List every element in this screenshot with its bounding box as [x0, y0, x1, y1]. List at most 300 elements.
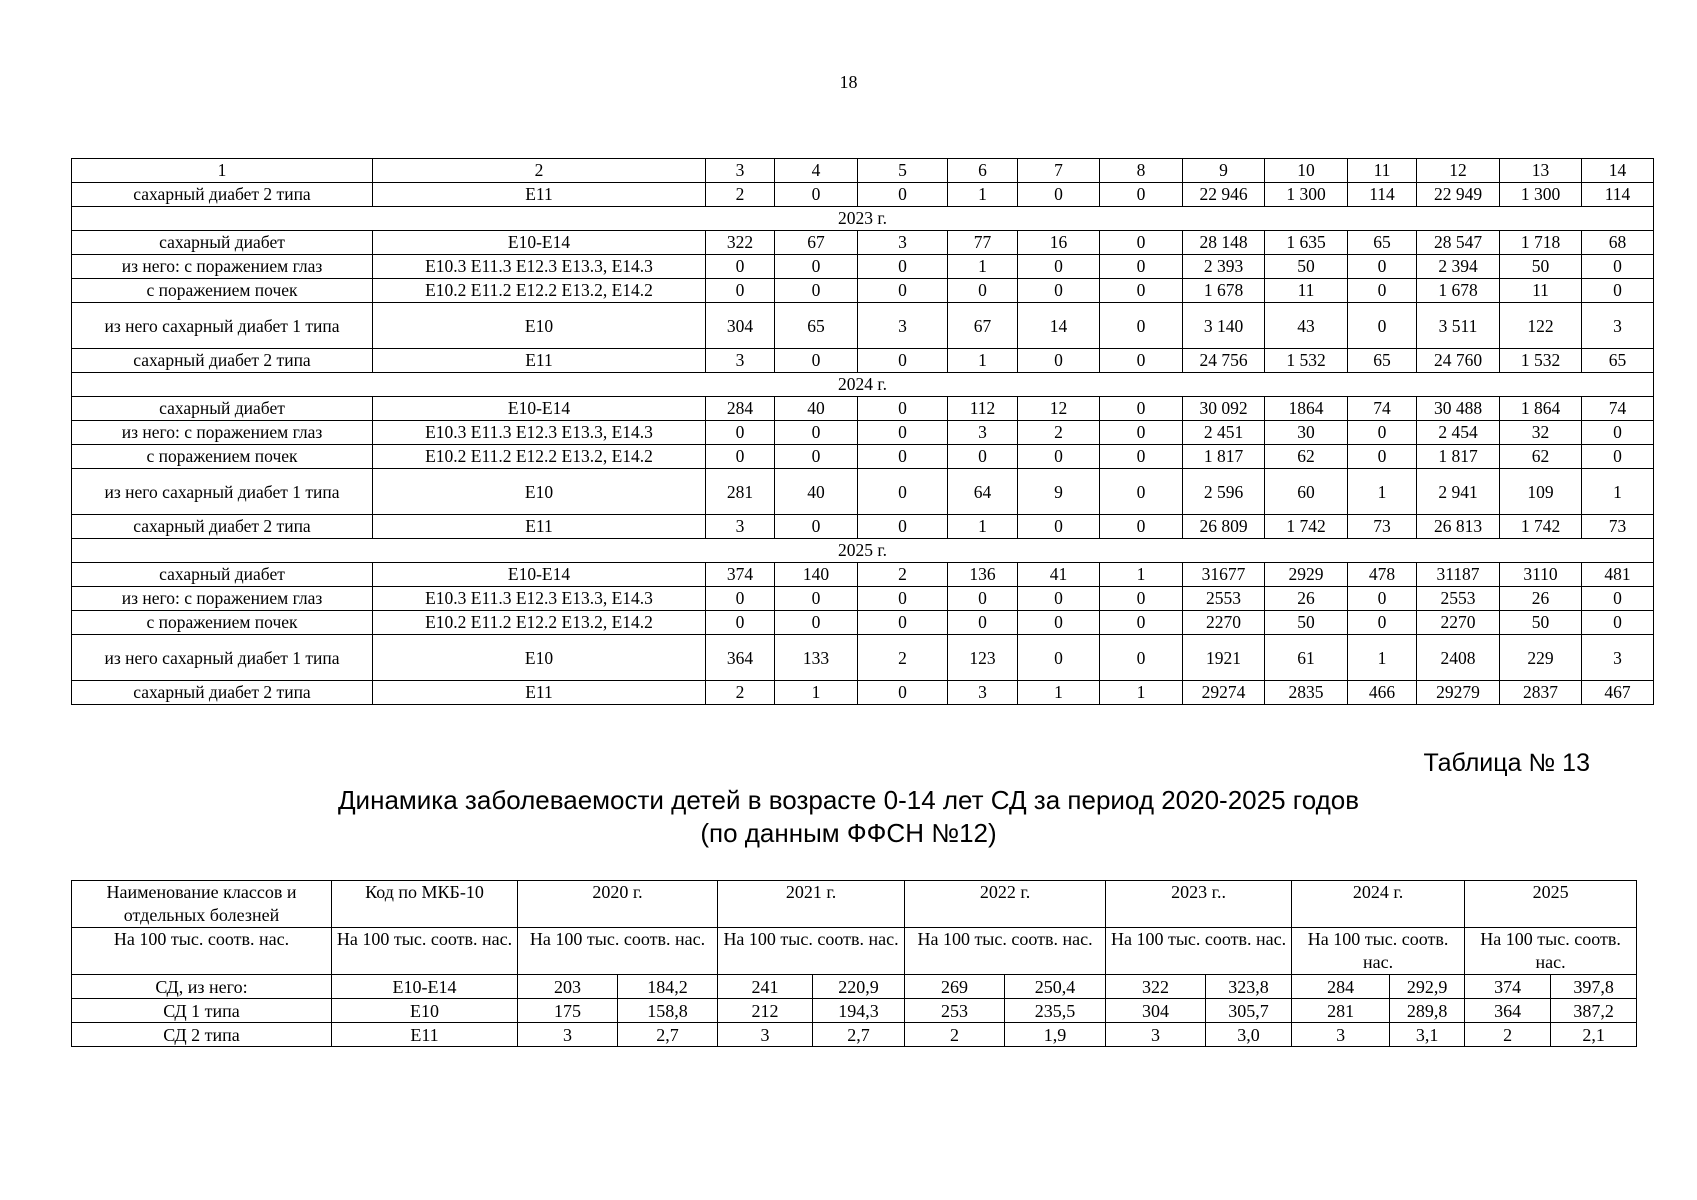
value-cell: 0: [775, 515, 858, 539]
value-cell: 136: [948, 563, 1018, 587]
value-cell: 374: [1465, 975, 1551, 999]
value-cell: 3: [1582, 635, 1654, 681]
subheader-year-cell: На 100 тыс. соотв. нас.: [518, 928, 718, 975]
row-label-cell: сахарный диабет 2 типа: [72, 183, 373, 207]
value-cell: 3,0: [1206, 1023, 1292, 1047]
value-cell: 397,8: [1551, 975, 1637, 999]
column-number-cell: 9: [1183, 159, 1265, 183]
value-cell: 74: [1348, 397, 1417, 421]
value-cell: 289,8: [1390, 999, 1465, 1023]
table-row: [72, 999, 1637, 1023]
value-cell: 1 817: [1183, 445, 1265, 469]
value-cell: 2: [858, 635, 948, 681]
value-cell: 1 678: [1183, 279, 1265, 303]
subheader-year-cell: На 100 тыс. соотв. нас.: [1465, 928, 1637, 975]
value-cell: 0: [1100, 231, 1183, 255]
table-row: [72, 563, 1654, 587]
icd-code-cell: E11: [373, 681, 706, 705]
row-label-cell: сахарный диабет: [72, 563, 373, 587]
row-label-cell: с поражением почек: [72, 445, 373, 469]
header-name-cell: Наименование классов и отдельных болезней: [72, 881, 332, 928]
value-cell: 74: [1582, 397, 1654, 421]
value-cell: 1: [1348, 469, 1417, 515]
value-cell: 73: [1348, 515, 1417, 539]
value-cell: 22 949: [1417, 183, 1500, 207]
value-cell: 0: [858, 681, 948, 705]
value-cell: 12: [1018, 397, 1100, 421]
value-cell: 0: [1348, 587, 1417, 611]
value-cell: 2553: [1183, 587, 1265, 611]
value-cell: 1 635: [1265, 231, 1348, 255]
icd-code-cell: E10.2 E11.2 E12.2 E13.2, E14.2: [373, 445, 706, 469]
value-cell: 1: [948, 255, 1018, 279]
table-row: [72, 469, 1654, 515]
value-cell: 28 547: [1417, 231, 1500, 255]
value-cell: 0: [706, 611, 775, 635]
value-cell: 0: [948, 445, 1018, 469]
value-cell: 0: [1100, 469, 1183, 515]
value-cell: 3: [1292, 1023, 1390, 1047]
subheader-year-cell: На 100 тыс. соотв. нас.: [1292, 928, 1465, 975]
value-cell: 305,7: [1206, 999, 1292, 1023]
year-section-row: [72, 207, 1654, 231]
value-cell: 3: [718, 1023, 813, 1047]
header-code-cell: Код по МКБ-10: [332, 881, 518, 928]
icd-code-cell: E11: [332, 1023, 518, 1047]
value-cell: 1: [1018, 681, 1100, 705]
value-cell: 11: [1265, 279, 1348, 303]
column-number-cell: 8: [1100, 159, 1183, 183]
value-cell: 50: [1265, 611, 1348, 635]
row-label-cell: из него: с поражением глаз: [72, 587, 373, 611]
value-cell: 2 454: [1417, 421, 1500, 445]
value-cell: 2835: [1265, 681, 1348, 705]
table-row: [72, 681, 1654, 705]
value-cell: 1 532: [1500, 349, 1582, 373]
icd-code-cell: E10.2 E11.2 E12.2 E13.2, E14.2: [373, 611, 706, 635]
value-cell: 26: [1500, 587, 1582, 611]
value-cell: 281: [1292, 999, 1390, 1023]
value-cell: 0: [775, 611, 858, 635]
icd-code-cell: E10: [332, 999, 518, 1023]
value-cell: 65: [1582, 349, 1654, 373]
icd-code-cell: E11: [373, 349, 706, 373]
value-cell: 0: [1348, 611, 1417, 635]
column-number-cell: 13: [1500, 159, 1582, 183]
row-label-cell: с поражением почек: [72, 279, 373, 303]
value-cell: 28 148: [1183, 231, 1265, 255]
value-cell: 0: [858, 587, 948, 611]
value-cell: 0: [1100, 303, 1183, 349]
icd-code-cell: E11: [373, 515, 706, 539]
table-row: [72, 515, 1654, 539]
value-cell: 481: [1582, 563, 1654, 587]
table-row: [72, 255, 1654, 279]
value-cell: 220,9: [813, 975, 905, 999]
value-cell: 26 809: [1183, 515, 1265, 539]
row-label-cell: с поражением почек: [72, 611, 373, 635]
icd-code-cell: E10.3 E11.3 E12.3 E13.3, E14.3: [373, 587, 706, 611]
value-cell: 0: [948, 611, 1018, 635]
header-year-cell: 2023 г..: [1106, 881, 1292, 928]
value-cell: 0: [1100, 279, 1183, 303]
year-heading-cell: 2025 г.: [72, 539, 1654, 563]
value-cell: 0: [858, 515, 948, 539]
column-number-cell: 2: [373, 159, 706, 183]
value-cell: 30 488: [1417, 397, 1500, 421]
value-cell: 0: [1100, 183, 1183, 207]
value-cell: 16: [1018, 231, 1100, 255]
value-cell: 1: [775, 681, 858, 705]
value-cell: 73: [1582, 515, 1654, 539]
value-cell: 1 300: [1500, 183, 1582, 207]
icd-code-cell: E10.2 E11.2 E12.2 E13.2, E14.2: [373, 279, 706, 303]
value-cell: 2 941: [1417, 469, 1500, 515]
column-number-cell: 1: [72, 159, 373, 183]
value-cell: 62: [1500, 445, 1582, 469]
value-cell: 0: [858, 469, 948, 515]
row-label-cell: СД, из него:: [72, 975, 332, 999]
value-cell: 304: [1106, 999, 1206, 1023]
value-cell: 2270: [1417, 611, 1500, 635]
value-cell: 2,7: [813, 1023, 905, 1047]
value-cell: 50: [1265, 255, 1348, 279]
row-label-cell: из него сахарный диабет 1 типа: [72, 635, 373, 681]
value-cell: 158,8: [618, 999, 718, 1023]
diabetes-stats-table: [71, 158, 1654, 705]
value-cell: 3: [948, 421, 1018, 445]
value-cell: 0: [1348, 279, 1417, 303]
value-cell: 24 760: [1417, 349, 1500, 373]
table-row: [72, 183, 1654, 207]
row-label-cell: сахарный диабет 2 типа: [72, 349, 373, 373]
value-cell: 0: [858, 349, 948, 373]
value-cell: 0: [1018, 587, 1100, 611]
icd-code-cell: E10-E14: [332, 975, 518, 999]
value-cell: 77: [948, 231, 1018, 255]
value-cell: 374: [706, 563, 775, 587]
table-row: [72, 445, 1654, 469]
value-cell: 0: [1582, 255, 1654, 279]
column-number-cell: 12: [1417, 159, 1500, 183]
row-label-cell: сахарный диабет 2 типа: [72, 515, 373, 539]
icd-code-cell: E10-E14: [373, 397, 706, 421]
table-row: [72, 421, 1654, 445]
value-cell: 1864: [1265, 397, 1348, 421]
value-cell: 2: [706, 681, 775, 705]
value-cell: 109: [1500, 469, 1582, 515]
column-number-cell: 4: [775, 159, 858, 183]
value-cell: 0: [1018, 515, 1100, 539]
table-row: [72, 279, 1654, 303]
value-cell: 250,4: [1005, 975, 1106, 999]
value-cell: 0: [1348, 421, 1417, 445]
value-cell: 0: [1582, 587, 1654, 611]
value-cell: 0: [858, 279, 948, 303]
row-label-cell: из него: с поражением глаз: [72, 255, 373, 279]
value-cell: 0: [858, 183, 948, 207]
subheader-year-cell: На 100 тыс. соотв. нас.: [1106, 928, 1292, 975]
value-cell: 0: [775, 255, 858, 279]
value-cell: 0: [1100, 349, 1183, 373]
value-cell: 0: [858, 445, 948, 469]
table-title-line-2: (по данным ФФСН №12): [700, 818, 997, 848]
value-cell: 1: [948, 515, 1018, 539]
value-cell: 32: [1500, 421, 1582, 445]
value-cell: 64: [948, 469, 1018, 515]
value-cell: 0: [1100, 255, 1183, 279]
value-cell: 0: [948, 587, 1018, 611]
subheader-name-cell: На 100 тыс. соотв. нас.: [72, 928, 332, 975]
row-label-cell: СД 2 типа: [72, 1023, 332, 1047]
column-number-cell: 11: [1348, 159, 1417, 183]
incidence-dynamics-table: [71, 880, 1637, 1047]
value-cell: 29274: [1183, 681, 1265, 705]
value-cell: 203: [518, 975, 618, 999]
value-cell: 9: [1018, 469, 1100, 515]
header-year-cell: 2025: [1465, 881, 1637, 928]
value-cell: 1: [948, 349, 1018, 373]
value-cell: 1 864: [1500, 397, 1582, 421]
value-cell: 2,1: [1551, 1023, 1637, 1047]
value-cell: 0: [775, 587, 858, 611]
column-number-cell: 6: [948, 159, 1018, 183]
value-cell: 40: [775, 469, 858, 515]
value-cell: 41: [1018, 563, 1100, 587]
value-cell: 30 092: [1183, 397, 1265, 421]
value-cell: 0: [1018, 183, 1100, 207]
value-cell: 2: [858, 563, 948, 587]
value-cell: 0: [775, 445, 858, 469]
value-cell: 11: [1500, 279, 1582, 303]
year-section-row: [72, 373, 1654, 397]
value-cell: 0: [1582, 421, 1654, 445]
value-cell: 24 756: [1183, 349, 1265, 373]
value-cell: 0: [1348, 255, 1417, 279]
icd-code-cell: E10-E14: [373, 563, 706, 587]
value-cell: 3: [1106, 1023, 1206, 1047]
table-row: [72, 975, 1637, 999]
header-year-cell: 2024 г.: [1292, 881, 1465, 928]
value-cell: 2 451: [1183, 421, 1265, 445]
value-cell: 40: [775, 397, 858, 421]
value-cell: 43: [1265, 303, 1348, 349]
value-cell: 26 813: [1417, 515, 1500, 539]
column-number-cell: 3: [706, 159, 775, 183]
value-cell: 0: [858, 397, 948, 421]
value-cell: 114: [1582, 183, 1654, 207]
value-cell: 140: [775, 563, 858, 587]
column-number-cell: 7: [1018, 159, 1100, 183]
value-cell: 0: [1018, 635, 1100, 681]
year-section-row: [72, 539, 1654, 563]
value-cell: 2 393: [1183, 255, 1265, 279]
value-cell: 194,3: [813, 999, 905, 1023]
column-number-cell: 5: [858, 159, 948, 183]
table-row: [72, 231, 1654, 255]
value-cell: 1 300: [1265, 183, 1348, 207]
value-cell: 364: [706, 635, 775, 681]
value-cell: 1 678: [1417, 279, 1500, 303]
value-cell: 0: [775, 183, 858, 207]
value-cell: 0: [706, 421, 775, 445]
row-label-cell: из него: с поражением глаз: [72, 421, 373, 445]
table-number-label: Таблица № 13: [1423, 749, 1590, 777]
value-cell: 3: [518, 1023, 618, 1047]
subheader-year-cell: На 100 тыс. соотв. нас.: [718, 928, 905, 975]
value-cell: 0: [858, 611, 948, 635]
value-cell: 2 596: [1183, 469, 1265, 515]
subheader-code-cell: На 100 тыс. соотв. нас.: [332, 928, 518, 975]
value-cell: 184,2: [618, 975, 718, 999]
column-number-cell: 14: [1582, 159, 1654, 183]
value-cell: 112: [948, 397, 1018, 421]
value-cell: 2: [905, 1023, 1005, 1047]
value-cell: 2 394: [1417, 255, 1500, 279]
value-cell: 61: [1265, 635, 1348, 681]
year-heading-cell: 2024 г.: [72, 373, 1654, 397]
value-cell: 0: [1348, 303, 1417, 349]
value-cell: 2408: [1417, 635, 1500, 681]
value-cell: 292,9: [1390, 975, 1465, 999]
icd-code-cell: E10: [373, 469, 706, 515]
value-cell: 175: [518, 999, 618, 1023]
value-cell: 1: [1582, 469, 1654, 515]
value-cell: 31187: [1417, 563, 1500, 587]
value-cell: 0: [775, 421, 858, 445]
value-cell: 31677: [1183, 563, 1265, 587]
value-cell: 2: [1465, 1023, 1551, 1047]
icd-code-cell: E10: [373, 635, 706, 681]
value-cell: 0: [1582, 279, 1654, 303]
icd-code-cell: E10-E14: [373, 231, 706, 255]
column-number-row: [72, 159, 1654, 183]
value-cell: 2929: [1265, 563, 1348, 587]
value-cell: 65: [1348, 349, 1417, 373]
header-year-cell: 2020 г.: [518, 881, 718, 928]
value-cell: 0: [1348, 445, 1417, 469]
value-cell: 2270: [1183, 611, 1265, 635]
value-cell: 322: [1106, 975, 1206, 999]
value-cell: 0: [1100, 611, 1183, 635]
value-cell: 2: [706, 183, 775, 207]
value-cell: 3,1: [1390, 1023, 1465, 1047]
value-cell: 3 140: [1183, 303, 1265, 349]
table-row: [72, 303, 1654, 349]
value-cell: 0: [1018, 349, 1100, 373]
value-cell: 1 742: [1500, 515, 1582, 539]
table-title-line-1: Динамика заболеваемости детей в возрасте 0-14 лет СД за период 2020-2025 годов: [337, 785, 1360, 815]
value-cell: 1 742: [1265, 515, 1348, 539]
header-year-cell: 2022 г.: [905, 881, 1106, 928]
icd-code-cell: E10: [373, 303, 706, 349]
value-cell: 253: [905, 999, 1005, 1023]
value-cell: 1: [1100, 563, 1183, 587]
value-cell: 123: [948, 635, 1018, 681]
value-cell: 60: [1265, 469, 1348, 515]
value-cell: 2,7: [618, 1023, 718, 1047]
value-cell: 1 532: [1265, 349, 1348, 373]
page-number: 18: [839, 72, 858, 92]
value-cell: 0: [706, 255, 775, 279]
value-cell: 122: [1500, 303, 1582, 349]
icd-code-cell: E10.3 E11.3 E12.3 E13.3, E14.3: [373, 421, 706, 445]
value-cell: 2: [1018, 421, 1100, 445]
table-row: [72, 349, 1654, 373]
table-row: [72, 635, 1654, 681]
value-cell: 364: [1465, 999, 1551, 1023]
value-cell: 3: [948, 681, 1018, 705]
value-cell: 30: [1265, 421, 1348, 445]
row-label-cell: сахарный диабет: [72, 397, 373, 421]
value-cell: 114: [1348, 183, 1417, 207]
row-label-cell: СД 1 типа: [72, 999, 332, 1023]
value-cell: 1 718: [1500, 231, 1582, 255]
value-cell: 68: [1582, 231, 1654, 255]
value-cell: 67: [775, 231, 858, 255]
value-cell: 1: [948, 183, 1018, 207]
value-cell: 478: [1348, 563, 1417, 587]
value-cell: 50: [1500, 255, 1582, 279]
value-cell: 466: [1348, 681, 1417, 705]
value-cell: 3 511: [1417, 303, 1500, 349]
subheader-year-cell: На 100 тыс. соотв. нас.: [905, 928, 1106, 975]
year-heading-cell: 2023 г.: [72, 207, 1654, 231]
value-cell: 29279: [1417, 681, 1500, 705]
row-label-cell: сахарный диабет: [72, 231, 373, 255]
row-label-cell: из него сахарный диабет 1 типа: [72, 303, 373, 349]
value-cell: 0: [706, 445, 775, 469]
value-cell: 387,2: [1551, 999, 1637, 1023]
value-cell: 0: [1018, 445, 1100, 469]
value-cell: 0: [1100, 445, 1183, 469]
table-title: [0, 784, 1697, 850]
row-label-cell: сахарный диабет 2 типа: [72, 681, 373, 705]
table-row: [72, 397, 1654, 421]
header-year-cell: 2021 г.: [718, 881, 905, 928]
value-cell: 1: [1100, 681, 1183, 705]
value-cell: 3: [706, 515, 775, 539]
value-cell: 0: [775, 349, 858, 373]
subheader-row: [72, 928, 1637, 975]
value-cell: 0: [1100, 587, 1183, 611]
value-cell: 0: [858, 421, 948, 445]
value-cell: 3: [858, 231, 948, 255]
value-cell: 0: [1582, 445, 1654, 469]
value-cell: 3: [1582, 303, 1654, 349]
value-cell: 1 817: [1417, 445, 1500, 469]
value-cell: 1: [1348, 635, 1417, 681]
value-cell: 1,9: [1005, 1023, 1106, 1047]
value-cell: 22 946: [1183, 183, 1265, 207]
value-cell: 0: [1100, 515, 1183, 539]
value-cell: 269: [905, 975, 1005, 999]
value-cell: 0: [1018, 611, 1100, 635]
value-cell: 0: [1100, 635, 1183, 681]
value-cell: 0: [948, 279, 1018, 303]
value-cell: 2837: [1500, 681, 1582, 705]
value-cell: 284: [1292, 975, 1390, 999]
table-row: [72, 611, 1654, 635]
value-cell: 212: [718, 999, 813, 1023]
value-cell: 0: [1582, 611, 1654, 635]
value-cell: 65: [775, 303, 858, 349]
value-cell: 281: [706, 469, 775, 515]
value-cell: 0: [1018, 255, 1100, 279]
value-cell: 26: [1265, 587, 1348, 611]
value-cell: 3110: [1500, 563, 1582, 587]
value-cell: 0: [706, 279, 775, 303]
